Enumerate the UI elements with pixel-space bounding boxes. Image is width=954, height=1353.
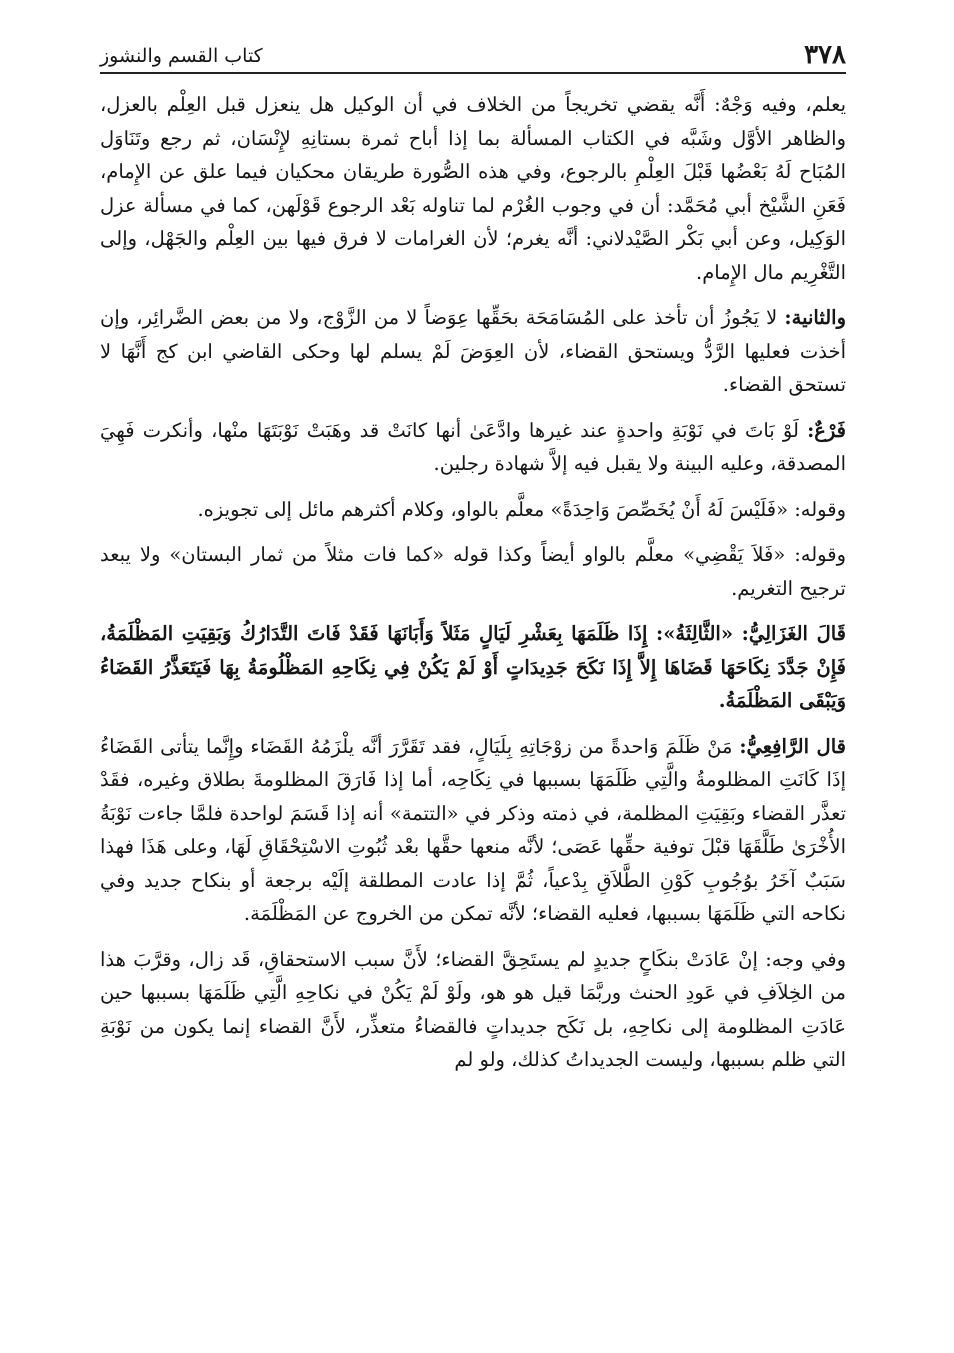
paragraph-lead: فَرْعٌ: <box>807 418 846 442</box>
paragraph-text: وقوله: «فَلاَ يَقْضِي» معلَّم بالواو أيضاً وكذا قوله «كما فات مثلاً من ثمار البستان» ولا يبعد ترجيح التغريم. <box>100 543 846 600</box>
paragraph-3 <box>100 414 846 481</box>
paragraph-text: وفي وجه: إنْ عَادَتْ بنكَاحٍ جديدٍ لم يستَحِقَّ القضاء؛ لأَنَّ سبب الاستحقاقِ، قَد زال، وقرَّبَ هذا من الخِلاَفِ في عَودِ الحنث وربَّمَا قيل هو هو، ولَوْ لَمْ يَكُنْ في نكاحِهِ الَّتِي ظَلَمَهَا بسببها حين عَادَتِ المظلومة إلى نكاحِهِ، بل نَكَح جديداتٍ فالقضاءُ متعذِّر، لأَنَّ القضاء إنما يكون من نَوْبَةِ التي ظلم بسببها، وليست الجديداتُ كذلك، ولو لم <box>100 947 846 1071</box>
paragraph-6-ghazali-quote <box>100 617 846 718</box>
paragraph-5 <box>100 538 846 605</box>
paragraph-1 <box>100 88 846 289</box>
paragraph-text: وقوله: «فَلَيْسَ لَهُ أَنْ يُخَصِّصَ وَاحِدَةً» معلَّم بالواو، وكلام أكثرهم مائل إلى تجويزه. <box>197 497 846 521</box>
paragraph-lead: والثانية: <box>784 306 846 329</box>
page-header <box>100 28 846 74</box>
paragraph-lead: قال الرَّافِعِيُّ: <box>739 734 846 758</box>
paragraph-text: مَنْ ظَلَمَ وَاحدةً من زوْجَاتِهِ بِلَيَالٍ، فقد تَقَرَّرَ أنَّه يلْزَمُهُ القَضَاء وإِنَّما يتأتى القَضَاءُ إذَا كَانَتِ المظلومةُ والَّتِي ظَلَمَهَا بسببها في نِكَاحِه، أما إذا فَارَقَ المظلومةَ بطلاق وغيره، فقَدْ تعذَّر القضاء وبَقِيَتِ المظلمة، في ذمته وذكر في «التتمة» أنه إذا قَسَمَ لواحدة فلمَّا جاءت نَوْبَةُ الأُخْرَىٰ طَلَّقَهَا قبْلَ توفية حقِّها عَصَى؛ لأنَّه منعها حقَّها بعْد ثُبُوتِ الاسْتِحْقَاقِ لَهَا، وعلى هَذَا فهذا سَبَبٌ آخَرُ بوُجُوبِ كَوْنِ الطَّلاَقِ بِدْعياً، ثُمَّ إذا عادت المطلقة إلَيْه برجعة أو بنكاح جديد وفي نكاحه التي ظَلَمَهَا بسببها، فعليه القضاء؛ لأنَّه تمكن من الخروج عن المَظْلَمَة. <box>100 734 846 925</box>
paragraph-2 <box>100 301 846 402</box>
page-number: ٣٧٨ <box>804 40 846 70</box>
paragraph-text: لَوْ بَاتَ في نَوْبَةِ واحدةٍ عند غيرها وادَّعَىٰ أنها كانَتْ قد وهَبَتْ نَوْبَتَهَا منْها، وأنكرت فَهِيَ المصدقة، وعليه البينة ولا يقبل فيه إلاَّ شهادة رجلين. <box>100 418 846 475</box>
paragraph-text: يعلم، وفيه وَجْهٌ: أَنَّه يقضي تخريجاً من الخلاف في أن الوكيل هل ينعزل قبل العِلْم بالعزل، والظاهر الأوَّل وشَبَّه في الكتاب المسألة بما إذا أباح ثمرة بستانِهِ لإِنْسَان، ثم رجع وتَنَاوَل المُبَاح لَهُ بَعْضُها قَبْلَ العِلْمِ بالرجوع، وفي هذه الصُّورة طريقان محكيان فيما علق عن الإِمام، فَعَنِ الشَّيْخ أبي مُحَمَّد: أن في وجوب الغُرْم لما تناوله بَعْد الرجوع قَوْلَهن، كما في مسألة عزل الوَكِيل، وعن أبي بَكْر الصَّيْدلاني: أنَّه يغرم؛ لأن الغرامات لا فرق فيها بين العِلْم والجَهْل، وإلى التَّغْرِيم مال الإِمام. <box>100 93 846 284</box>
page-body <box>100 88 846 1077</box>
paragraph-4 <box>100 493 846 527</box>
paragraph-7 <box>100 730 846 931</box>
paragraph-text: لا يَجُوزُ أن تأخذ على المُسَامَحَة بحَقِّها عِوَضاً لا من الزَّوْج، ولا من بعض الضَّرائِر، وإن أخذت فعليها الرَّدُّ ويستحق القضاء، لأن العِوَضَ لَمْ يسلم لها وحكى القاضي ابن كج أَنَّهَا لا تستحق القضاء. <box>100 306 846 396</box>
running-title: كتاب القسم والنشوز <box>100 45 263 67</box>
paragraph-8 <box>100 943 846 1077</box>
paragraph-text: قَالَ الغَزَالِيُّ: «الثَّالِثَةُ»: إِذَا ظَلَمَهَا بِعَشْرِ لَيَالٍ مَثَلاً وَأَبَانَهَا فَقَدْ فَاتَ التَّدَارُكُ وَبَقِيَتِ المَظْلَمَةُ، فَإِنْ جَدَّدَ نِكَاحَهَا قَضَاهَا إِلاَّ إِذَا نَكَحَ جَدِيدَاتٍ أَوْ لَمْ يَكُنْ فِي نِكَاحِهِ المَظْلُومَةُ بِهَا فَيَتَعَذَّرُ القَضَاءُ وَيَبْقَى المَظْلَمَةُ. <box>100 622 846 712</box>
